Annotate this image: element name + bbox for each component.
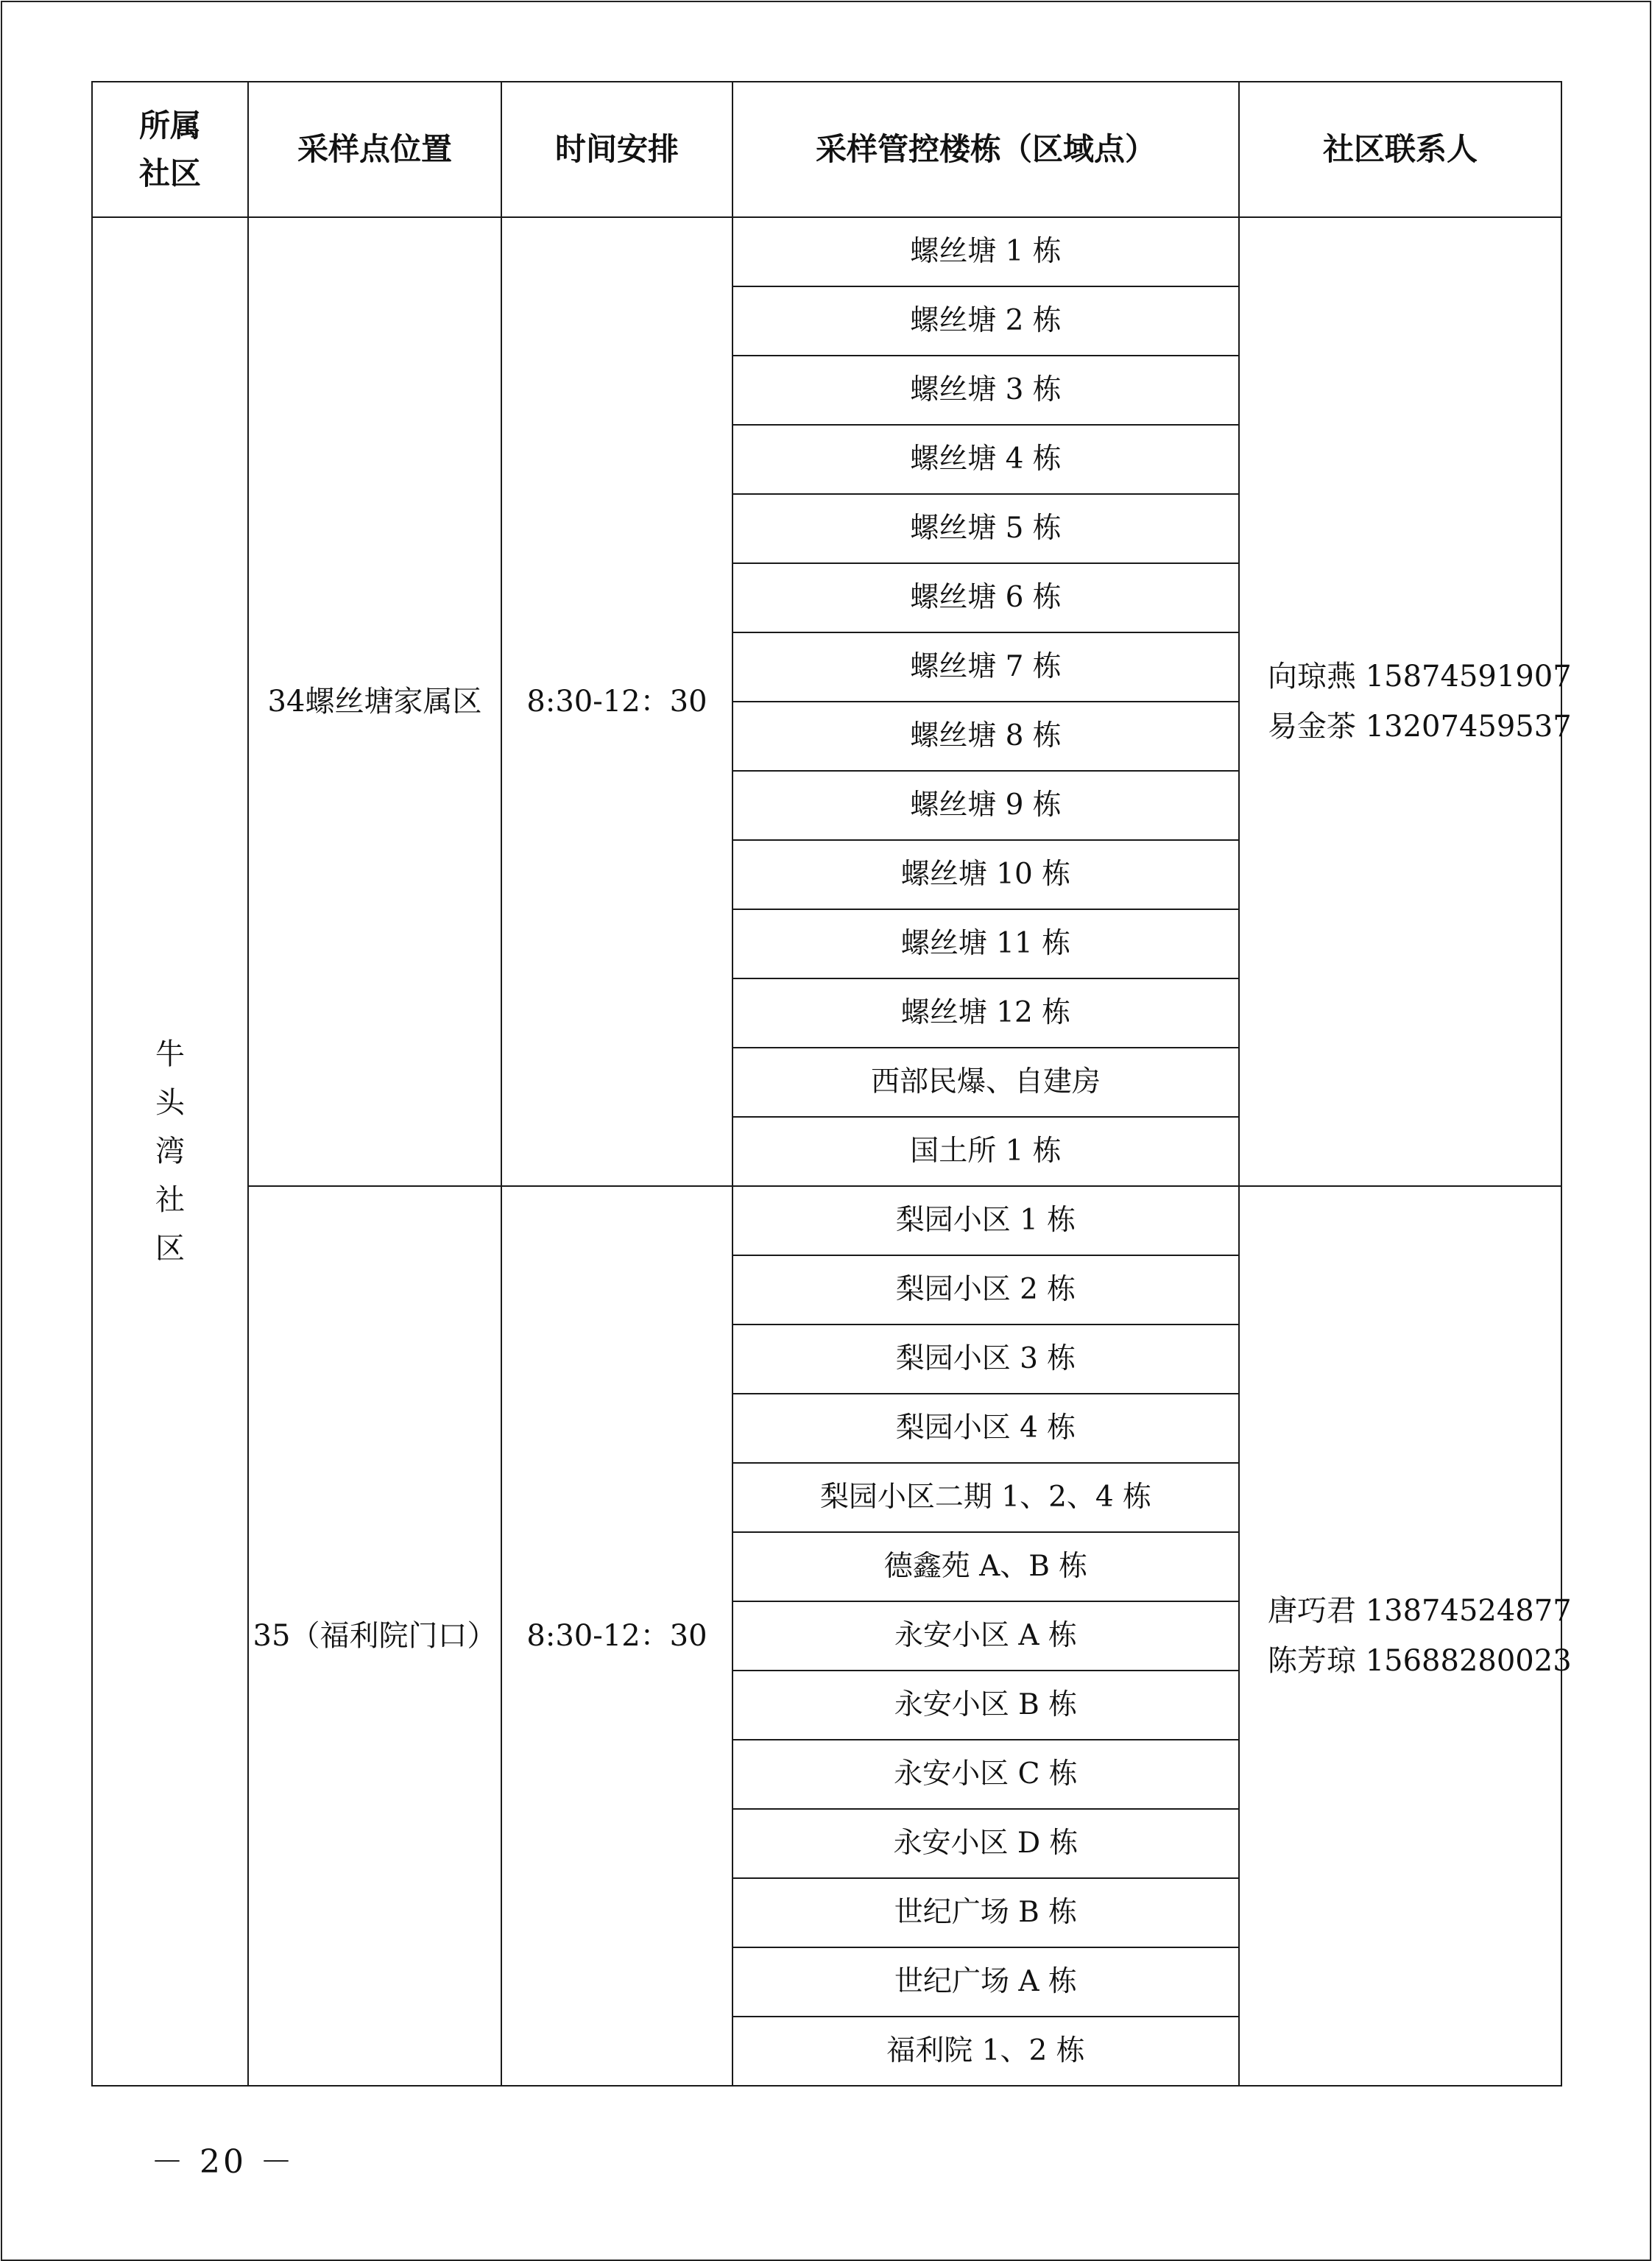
building-cell: 西部民爆、自建房	[733, 1048, 1239, 1117]
table-header	[92, 82, 1561, 217]
building-cell: 螺丝塘 5 栋	[733, 494, 1239, 563]
building-cell: 梨园小区 4 栋	[733, 1394, 1239, 1463]
building-cell: 螺丝塘 4 栋	[733, 425, 1239, 494]
site-time: 8:30-12：30	[501, 1186, 733, 2086]
table-body	[92, 217, 1572, 2086]
header-location: 采样点位置	[248, 82, 501, 217]
site-contacts	[1239, 1186, 1572, 2086]
site-location: 34螺丝塘家属区	[248, 217, 501, 1186]
community-cell	[92, 217, 248, 2086]
building-cell: 梨园小区 3 栋	[733, 1324, 1239, 1394]
contact-person: 唐巧君 13874524877	[1268, 1594, 1572, 1628]
building-cell: 梨园小区 1 栋	[733, 1186, 1239, 1255]
building-cell: 福利院 1、2 栋	[733, 2017, 1239, 2086]
building-cell: 螺丝塘 6 栋	[733, 563, 1239, 632]
building-cell: 永安小区 D 栋	[733, 1809, 1239, 1878]
contact-person: 陈芳琼 15688280023	[1268, 1644, 1572, 1678]
header-time: 时间安排	[501, 82, 733, 217]
building-cell: 螺丝塘 8 栋	[733, 702, 1239, 771]
sampling-schedule-table	[91, 81, 1572, 2087]
building-cell: 螺丝塘 10 栋	[733, 840, 1239, 909]
building-cell: 世纪广场 B 栋	[733, 1878, 1239, 1947]
header-buildings: 采样管控楼栋（区域点）	[733, 82, 1239, 217]
contact-person: 易金茶 13207459537	[1268, 710, 1572, 744]
header-row	[92, 82, 1561, 217]
building-cell: 梨园小区 2 栋	[733, 1255, 1239, 1324]
site-time: 8:30-12：30	[501, 217, 733, 1186]
building-cell: 梨园小区二期 1、2、4 栋	[733, 1463, 1239, 1532]
community-name: 牛 头 湾 社 区	[155, 1037, 185, 1266]
site-location: 35（福利院门口）	[248, 1186, 501, 2086]
contact-person: 向琼燕 15874591907	[1268, 660, 1572, 694]
building-cell: 永安小区 C 栋	[733, 1740, 1239, 1809]
building-cell: 永安小区 A 栋	[733, 1601, 1239, 1671]
building-cell: 世纪广场 A 栋	[733, 1947, 1239, 2017]
building-cell: 螺丝塘 9 栋	[733, 771, 1239, 840]
building-cell: 螺丝塘 7 栋	[733, 632, 1239, 702]
table-row	[92, 1186, 1561, 1255]
page-number: － 20 －	[151, 2143, 295, 2181]
building-cell: 螺丝塘 1 栋	[733, 217, 1239, 286]
building-cell: 德鑫苑 A、B 栋	[733, 1532, 1239, 1601]
site-contacts	[1239, 217, 1572, 1186]
building-cell: 螺丝塘 11 栋	[733, 909, 1239, 978]
table-row	[92, 217, 1561, 286]
header-community-label: 所属 社区	[138, 107, 201, 191]
building-cell: 螺丝塘 12 栋	[733, 978, 1239, 1048]
header-community	[92, 82, 248, 217]
building-cell: 螺丝塘 2 栋	[733, 286, 1239, 356]
building-cell: 永安小区 B 栋	[733, 1671, 1239, 1740]
header-contacts: 社区联系人	[1239, 82, 1561, 217]
building-cell: 螺丝塘 3 栋	[733, 356, 1239, 425]
building-cell: 国土所 1 栋	[733, 1117, 1239, 1186]
